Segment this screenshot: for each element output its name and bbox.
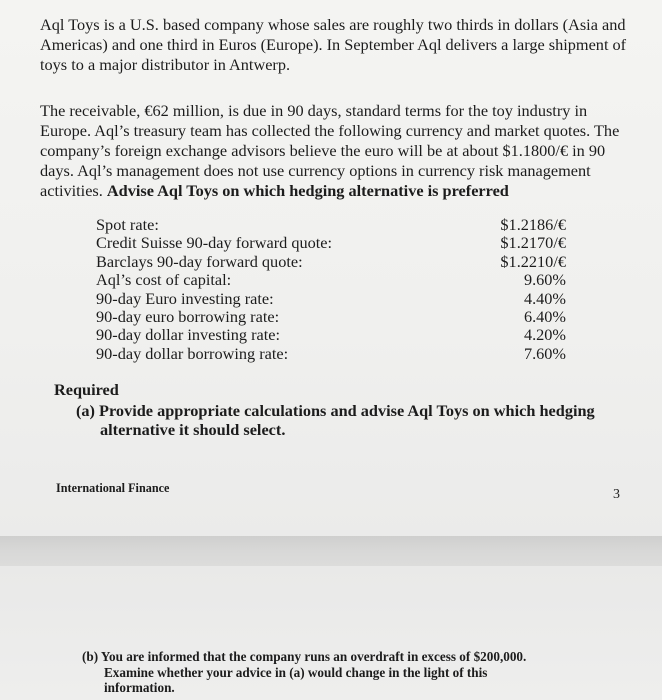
rate-value: $1.2186/€	[500, 215, 566, 234]
question-part-a	[76, 401, 616, 439]
rate-label: 90-day euro borrowing rate:	[96, 306, 280, 326]
part-b-line: information.	[104, 680, 175, 695]
rate-row	[96, 289, 566, 307]
rate-value: $1.2170/€	[500, 233, 566, 253]
page-gap-shadow	[0, 536, 662, 566]
rate-label: 90-day Euro investing rate:	[96, 288, 274, 308]
rate-value: 6.40%	[523, 306, 566, 326]
rates-table	[96, 215, 566, 362]
part-a-line: alternative it should select.	[100, 420, 286, 439]
rate-value: 4.40%	[523, 288, 566, 308]
rate-row	[96, 344, 566, 362]
footer-course-label: International Finance	[56, 481, 170, 495]
part-b-line: Examine whether your advice in (a) would change in the light of this	[104, 664, 488, 680]
rate-label: 90-day dollar borrowing rate:	[96, 343, 289, 363]
case-text: The receivable, €62 million, is due in 90 days, standard terms for the toy industry in Europe. Aql’s treasury team has collected the following currency and market quotes. The company’s foreign exchange advisors believe the euro will be at about $1.1800/€ in 90 days. Aql’s management does not use currency options in currency risk management activities.	[40, 101, 620, 200]
rate-row	[96, 270, 566, 288]
rate-row	[96, 307, 566, 325]
intro-paragraph: Aql Toys is a U.S. based company whose sales are roughly two thirds in dollars (Asia and Americas) and one third in Euros (Europe). In September Aql delivers a large shipment of toys to a major distributor in Antwerp.	[40, 15, 627, 74]
question-part-b	[82, 649, 622, 696]
part-a-line: (a) Provide appropriate calculations and advise Aql Toys on which hedging	[76, 401, 595, 420]
rate-label: Credit Suisse 90-day forward quote:	[96, 233, 333, 253]
part-b-line: (b) You are informed that the company runs an overdraft in excess of $200,000.	[82, 649, 527, 664]
rate-row	[96, 215, 566, 233]
rate-value: 4.20%	[523, 325, 566, 345]
case-instruction: Advise Aql Toys on which hedging alternative is preferred	[106, 181, 509, 200]
rate-value: $1.2210/€	[500, 251, 566, 271]
rate-value: 9.60%	[523, 270, 566, 290]
rate-label: Spot rate:	[96, 215, 159, 234]
rate-row	[96, 252, 566, 270]
rate-label: Barclays 90-day forward quote:	[96, 251, 303, 271]
rate-row	[96, 325, 566, 343]
rate-label: Aql’s cost of capital:	[96, 270, 232, 290]
page-number: 3	[613, 487, 620, 502]
rate-row	[96, 233, 566, 251]
case-paragraph	[40, 101, 642, 201]
required-heading: Required	[54, 380, 119, 399]
rate-value: 7.60%	[523, 343, 566, 363]
rate-label: 90-day dollar investing rate:	[96, 325, 281, 345]
